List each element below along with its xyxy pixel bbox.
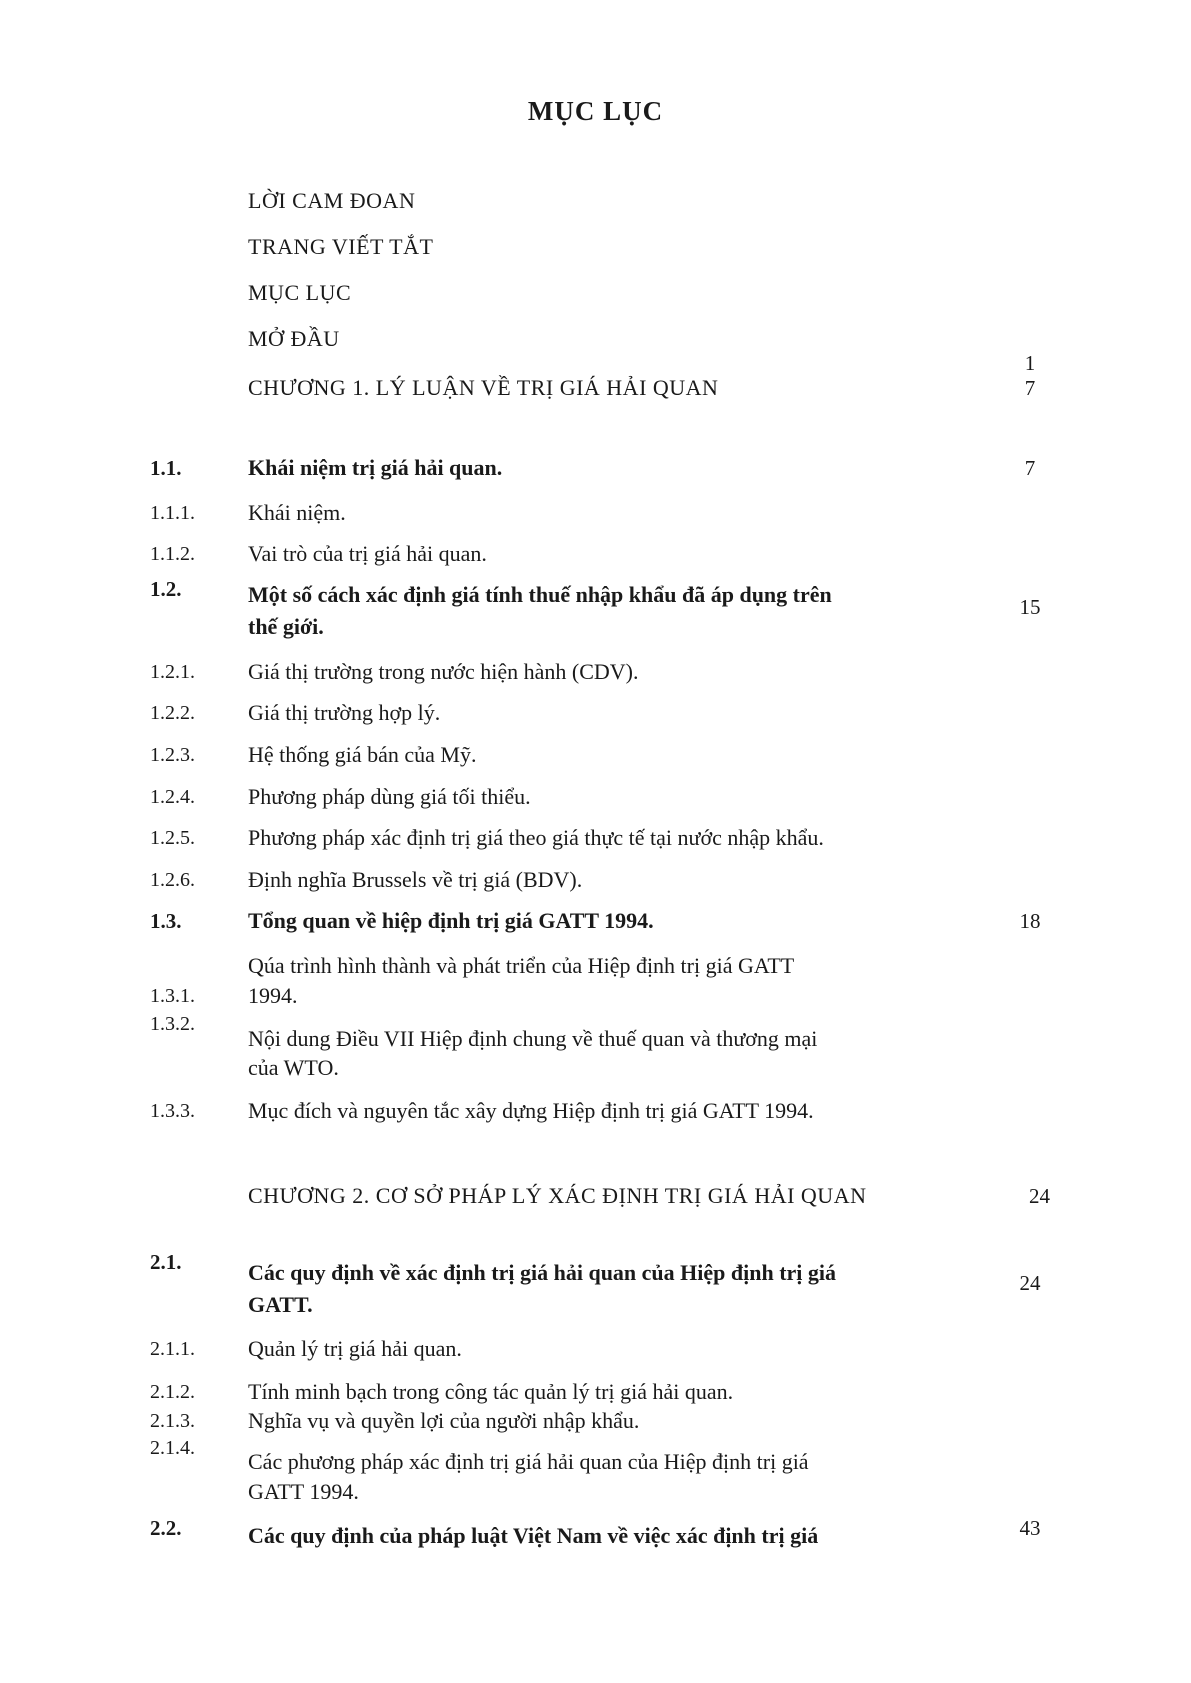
chapter-heading: CHƯƠNG 1. LÝ LUẬN VỀ TRỊ GIÁ HẢI QUAN [248, 375, 719, 400]
toc-entry-text: Mục đích và nguyên tắc xây dựng Hiệp định trị giá GATT 1994. [248, 1098, 814, 1123]
toc-page-number: 24 [1019, 1271, 1041, 1295]
page-title: MỤC LỤC [527, 96, 664, 126]
section-number: 1.3.3. [150, 1100, 195, 1122]
section-number: 1.2.4. [150, 786, 195, 808]
toc-entry-text: Tính minh bạch trong công tác quản lý trị giá hải quan. [248, 1379, 734, 1404]
toc-page-number: 7 [1024, 456, 1036, 480]
chapter-heading: CHƯƠNG 2. CƠ SỞ PHÁP LÝ XÁC ĐỊNH TRỊ GIÁ HẢI QUAN [248, 1183, 867, 1208]
toc-entry-text: Khái niệm. [248, 500, 346, 525]
toc-entry-text: Các quy định về xác định trị giá hải quan của Hiệp định trị giá [248, 1260, 837, 1285]
section-number: 2.1.1. [150, 1338, 195, 1360]
section-number: 1.1. [150, 456, 182, 480]
toc-entry-text: Các quy định của pháp luật Việt Nam về việc xác định trị giá [248, 1523, 819, 1548]
section-number: 2.1.2. [150, 1381, 195, 1403]
toc-entry-text: Vai trò của trị giá hải quan. [248, 541, 487, 566]
toc-entry-text: GATT 1994. [248, 1479, 359, 1504]
toc-entry-text: Hệ thống giá bán của Mỹ. [248, 742, 477, 767]
section-number: 2.1.3. [150, 1410, 195, 1432]
toc-entry-text: Nội dung Điều VII Hiệp định chung về thuế quan và thương mại [248, 1026, 818, 1051]
toc-page-number: 24 [1029, 1184, 1050, 1208]
toc-entry-text: Nghĩa vụ và quyền lợi của người nhập khẩu. [248, 1408, 640, 1433]
section-number: 1.3.1. [150, 985, 195, 1007]
toc-entry-text: 1994. [248, 983, 298, 1008]
toc-entry-text: Phương pháp xác định trị giá theo giá thực tế tại nước nhập khẩu. [248, 825, 824, 850]
toc-entry-text: Giá thị trường trong nước hiện hành (CDV). [248, 659, 639, 684]
section-number: 1.3. [150, 909, 182, 933]
toc-entry-text: Các phương pháp xác định trị giá hải quan của Hiệp định trị giá [248, 1449, 809, 1474]
section-number: 1.2.1. [150, 661, 195, 683]
section-number: 1.2.3. [150, 744, 195, 766]
toc-entry-text: TRANG VIẾT TẮT [248, 234, 434, 259]
toc-page-number: 43 [1019, 1516, 1041, 1540]
section-number: 1.1.2. [150, 543, 195, 565]
toc-entry-text: Một số cách xác định giá tính thuế nhập khẩu đã áp dụng trên [248, 582, 832, 607]
toc-entry-text: Qúa trình hình thành và phát triển của Hiệp định trị giá GATT [248, 953, 795, 978]
toc-entry-text: Khái niệm trị giá hải quan. [248, 455, 503, 480]
toc-page-number: 7 [1024, 376, 1036, 400]
toc-entry-text: thế giới. [248, 614, 324, 639]
toc-entry-text: MỤC LỤC [248, 280, 352, 305]
section-number: 1.2.6. [150, 869, 195, 891]
section-number: 2.1.4. [150, 1437, 195, 1459]
toc-page-number: 1 [1024, 351, 1036, 375]
toc-entry-text: Tổng quan về hiệp định trị giá GATT 1994. [248, 908, 654, 933]
toc-entry-text: LỜI CAM ĐOAN [248, 188, 416, 213]
section-number: 1.2.5. [150, 827, 195, 849]
toc-entry-text: Phương pháp dùng giá tối thiểu. [248, 784, 531, 809]
toc-entry-text: MỞ ĐẦU [248, 326, 340, 351]
section-number: 1.3.2. [150, 1013, 195, 1035]
section-number: 2.2. [150, 1516, 182, 1540]
section-number: 1.2. [150, 577, 182, 601]
toc-entry-text: Giá thị trường hợp lý. [248, 700, 441, 725]
section-number: 1.2.2. [150, 702, 195, 724]
section-number: 1.1.1. [150, 502, 195, 524]
toc-entry-text: Quản lý trị giá hải quan. [248, 1336, 462, 1361]
toc-entry-text: Định nghĩa Brussels về trị giá (BDV). [248, 867, 583, 892]
toc-entry-text: của WTO. [248, 1055, 339, 1080]
toc-page-number: 18 [1019, 909, 1041, 933]
toc-page-number: 15 [1019, 595, 1041, 619]
section-number: 2.1. [150, 1250, 182, 1274]
toc-entry-text: GATT. [248, 1292, 313, 1317]
